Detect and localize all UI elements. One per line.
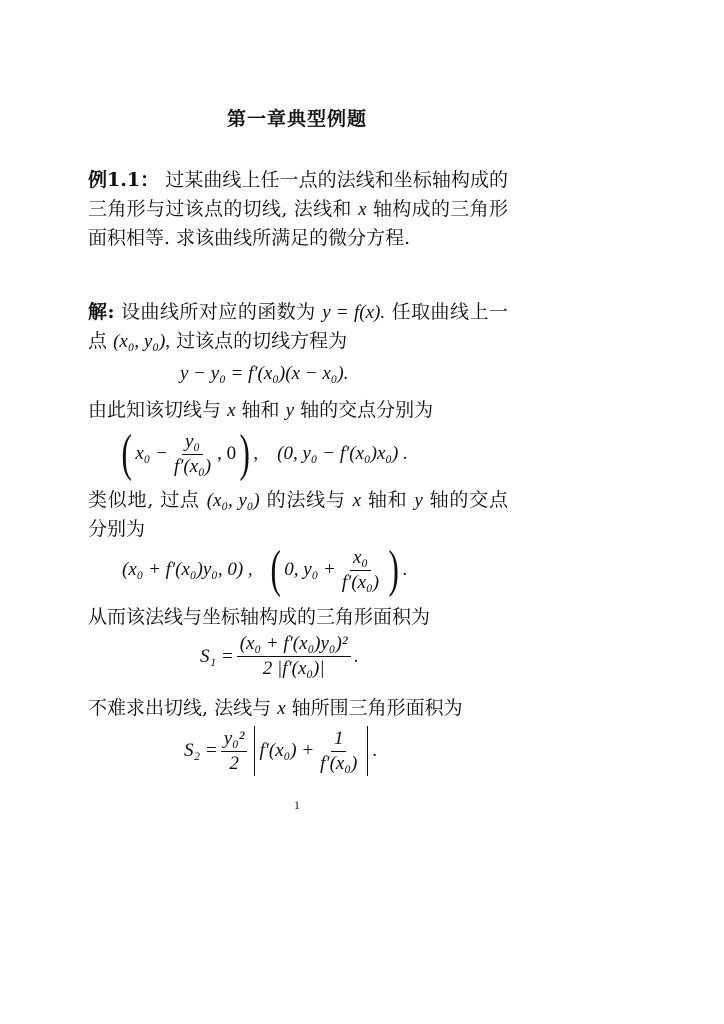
- page-number: 1: [294, 798, 300, 812]
- tangent-intercepts: ( x₀ − $\frac{\text{y₀}}{\text{f′(x₀)}}$ , 0 ) , (0, y₀ − f′(x₀)x₀) .: [121, 425, 408, 482]
- tangent-intercept-fraction: $\frac{\text{y₀}}{\text{f′(x₀)}}$: [173, 430, 212, 477]
- solution-p1-func: y = f(x).: [322, 302, 386, 323]
- area-s2-equation: S₂ = $\frac{\text{y₀²}}{2}$ f′(x₀) + $\frac{1}{\text{f′(x₀)}}$ .: [184, 726, 377, 776]
- example-paragraph: [88, 166, 508, 253]
- solution-paragraph-4: 从而该法线与坐标轴构成的三角形面积为: [88, 606, 431, 628]
- solution-p1-point: (x₀, y₀),: [113, 331, 171, 352]
- area-s1-equation: S₁ = $\frac{\text{(x₀ + f′(x₀)y₀)²}}{\text{2 |f′(x₀)|}}$ .: [200, 633, 359, 679]
- solution-paragraph-1: [88, 298, 508, 356]
- s2-inner-fraction: $\frac{1}{\text{f′(x₀)}}$: [320, 727, 358, 774]
- solution-p1-c: 过该点的切线方程为: [176, 330, 348, 352]
- solution-paragraph-3: 类似地, 过点 (x₀, y₀) 的法线与 x 轴和 y 轴的交点分别为: [88, 489, 508, 540]
- example-text-1: 过某曲线上任一点的法线和坐标轴构成的三角形与过该点的切线, 法线和: [88, 169, 508, 220]
- tangent-equation: y − y₀ = f′(x₀)(x − x₀).: [180, 363, 349, 384]
- solution-p1-a: 设曲线所对应的函数为: [121, 301, 316, 323]
- abs-bar-left: [254, 726, 255, 776]
- example-text-2: 轴构成的三角形面积相等. 求该曲线所满足的微分方程.: [88, 198, 508, 249]
- solution-p1-b: 任取曲线上一点: [88, 301, 508, 352]
- normal-intercepts: (x₀ + f′(x₀)y₀, 0) , ( 0, y₀ + $\frac{\text{x₀}}{\text{f′(x₀)}}$ ) .: [122, 541, 408, 598]
- s1-fraction: $\frac{\text{(x₀ + f′(x₀)y₀)²}}{\text{2 |f′(x₀)|}}$: [237, 634, 351, 679]
- example-label: 例1.1：: [88, 169, 160, 191]
- example-x-var: x: [358, 199, 367, 220]
- abs-bar-right: [367, 726, 368, 776]
- normal-intercept-fraction: $\frac{\text{x₀}}{\text{f′(x₀)}}$: [341, 546, 380, 593]
- chapter-title: 第一章典型例题: [226, 108, 367, 130]
- s2-outer-fraction: $\frac{\text{y₀²}}{2}$: [221, 729, 248, 774]
- solution-paragraph-2: 由此知该切线与 x 轴和 y 轴的交点分别为: [88, 399, 434, 421]
- solution-label: 解:: [88, 301, 115, 323]
- solution-paragraph-5: 不难求出切线, 法线与 x 轴所围三角形面积为: [88, 697, 463, 719]
